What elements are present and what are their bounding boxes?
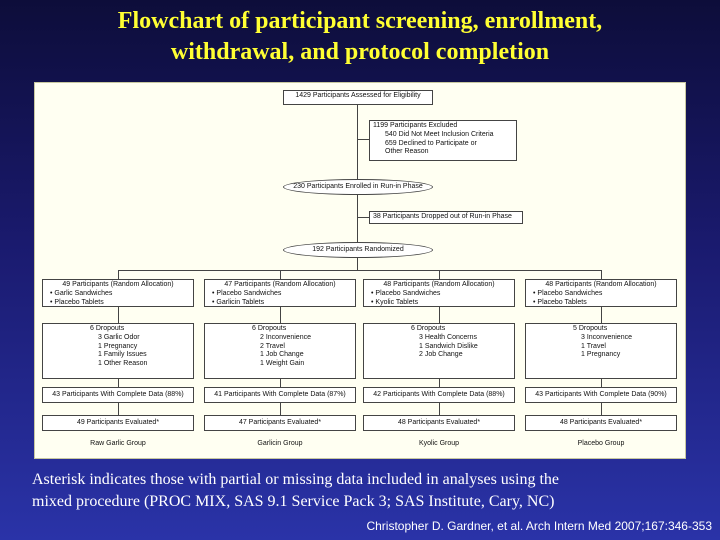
allocation-item: • Kyolic Tablets [371,298,419,306]
connector-line [118,307,119,323]
connector-line [601,270,602,279]
dropout-reason: 1 Family Issues [98,351,147,359]
connector-line [118,270,119,279]
excluded-line-1: 540 Did Not Meet Inclusion Criteria [385,130,494,138]
dropout-reason: 1 Sandwich Dislike [419,342,478,350]
complete-data-box: 41 Participants With Complete Data (87%) [204,387,356,403]
allocation-item: • Placebo Tablets [50,298,104,306]
connector-line [357,195,358,242]
dropouts-title: 6 Dropouts [252,325,287,332]
dropouts-box [525,323,677,379]
excluded-box [369,120,517,161]
allocation-box [42,279,194,307]
title-line-2: withdrawal, and protocol completion [170,39,550,65]
allocation-title: 48 Participants (Random Allocation) [383,281,495,288]
group-label: Raw Garlic Group [90,440,146,447]
allocation-box [204,279,356,307]
dropouts-title: 6 Dropouts [90,325,125,332]
group-label: Garlicin Group [257,440,303,447]
allocation-item: • Placebo Sandwiches [212,289,282,297]
footnote [32,469,702,513]
allocation-item: • Placebo Sandwiches [533,289,603,297]
connector-line [601,307,602,323]
complete-data-box: 43 Participants With Complete Data (90%) [525,387,677,403]
flowchart-panel [34,82,686,459]
connector-line [601,379,602,387]
connector-line [357,258,358,270]
connector-line [118,403,119,415]
dropouts-box [363,323,515,379]
allocation-title: 49 Participants (Random Allocation) [62,281,174,288]
complete-data-box: 42 Participants With Complete Data (88%) [363,387,515,403]
excluded-line-2: 659 Declined to Participate or [385,139,477,147]
connector-line [439,270,440,279]
excluded-line-3: Other Reason [385,148,429,156]
footnote-line-2: mixed procedure (PROC MIX, SAS 9.1 Service Pack 3; SAS Institute, Cary, NC) [32,493,555,510]
group-label: Placebo Group [577,440,625,447]
allocation-item: • Garlicin Tablets [212,298,265,306]
citation: Christopher D. Gardner, et al. Arch Intern Med 2007;167:346-353 [366,519,712,533]
title-line-1: Flowchart of participant screening, enrollment, [117,8,603,34]
dropout-reason: 3 Garlic Odor [98,333,140,341]
connector-line [439,379,440,387]
dropout-reason: 3 Inconvenience [581,333,632,341]
dropout-reason: 1 Pregnancy [98,342,138,350]
evaluated-box: 48 Participants Evaluated* [363,415,515,431]
complete-data-box: 43 Participants With Complete Data (88%) [42,387,194,403]
slide-title [0,6,720,68]
allocation-title: 47 Participants (Random Allocation) [224,281,336,288]
dropout-reason: 1 Travel [581,342,606,350]
group-label: Kyolic Group [418,440,460,447]
evaluated-box: 47 Participants Evaluated* [204,415,356,431]
dropped-box: 38 Participants Dropped out of Run-in Phase [369,211,523,224]
connector-line [357,139,369,140]
dropouts-box [42,323,194,379]
connector-line [280,307,281,323]
allocation-item: • Placebo Tablets [533,298,587,306]
allocation-item: • Placebo Sandwiches [371,289,441,297]
connector-line [118,270,601,271]
connector-line [439,307,440,323]
excluded-title: 1199 Participants Excluded [373,122,458,129]
dropouts-box [204,323,356,379]
enrolled-oval: 230 Participants Enrolled in Run-in Phase [283,179,433,195]
dropout-reason: 2 Job Change [419,351,463,359]
assessed-box: 1429 Participants Assessed for Eligibility [283,90,433,105]
connector-line [601,403,602,415]
allocation-box [525,279,677,307]
dropout-reason: 2 Inconvenience [260,333,311,341]
dropouts-title: 5 Dropouts [573,325,608,332]
connector-line [280,379,281,387]
dropout-reason: 1 Pregnancy [581,351,621,359]
randomized-oval: 192 Participants Randomized [283,242,433,258]
connector-line [357,217,369,218]
evaluated-box: 49 Participants Evaluated* [42,415,194,431]
dropout-reason: 1 Other Reason [98,360,148,368]
dropout-reason: 1 Weight Gain [260,360,305,368]
allocation-item: • Garlic Sandwiches [50,289,113,297]
connector-line [118,379,119,387]
connector-line [280,270,281,279]
connector-line [357,105,358,179]
allocation-box [363,279,515,307]
connector-line [439,403,440,415]
dropout-reason: 2 Travel [260,342,285,350]
allocation-title: 48 Participants (Random Allocation) [545,281,657,288]
evaluated-box: 48 Participants Evaluated* [525,415,677,431]
dropouts-title: 6 Dropouts [411,325,446,332]
connector-line [280,403,281,415]
footnote-line-1: Asterisk indicates those with partial or missing data included in analyses using the [32,471,560,488]
dropout-reason: 3 Health Concerns [419,333,477,341]
dropout-reason: 1 Job Change [260,351,304,359]
